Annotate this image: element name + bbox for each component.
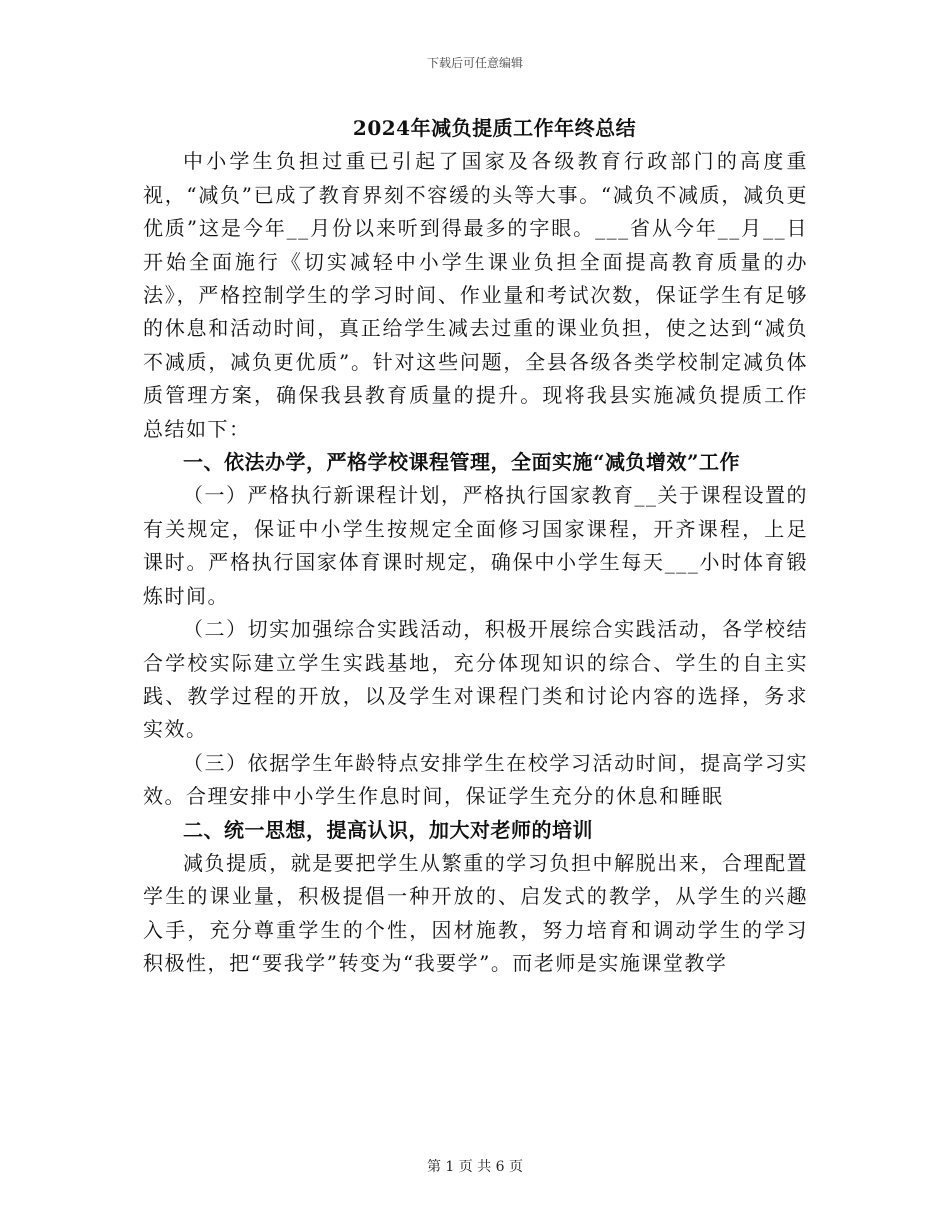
- page-footer: 第 1 页 共 6 页: [426, 1159, 524, 1175]
- section-1-paragraph-1: （一）严格执行新课程计划，严格执行国家教育__关于课程设置的有关规定，保证中小学生按规定全面修习国家课程，开齐课程，上足课时。严格执行国家体育课时规定，确保中小学生每天___小时体育锻炼时间。: [143, 483, 808, 608]
- section-1-paragraph-2: （二）切实加强综合实践活动，积极开展综合实践活动，各学校结合学校实际建立学生实践基地，充分体现知识的综合、学生的自主实践、教学过程的开放，以及学生对课程门类和讨论内容的选择，务求实效。: [143, 617, 808, 742]
- document-body: [143, 112, 808, 981]
- header-note: 下载后可任意编辑: [426, 56, 523, 70]
- section-2-paragraph-1: 减负提质，就是要把学生从繁重的学习负担中解脱出来，合理配置学生的课业量，积极提倡一种开放的、启发式的教学，从学生的兴趣入手，充分尊重学生的个性，因材施教，努力培育和调动学生的学习积极性，把“要我学”转变为“我要学”。而老师是实施课堂教学: [143, 850, 808, 976]
- section-heading-2: 二、统一思想，提高认识，加大对老师的培训: [183, 817, 593, 842]
- intro-paragraph: 中小学生负担过重已引起了国家及各级教育行政部门的高度重视，“减负”已成了教育界刻不容缓的头等大事。“减负不减质，减负更优质”这是今年__月份以来听到得最多的字眼。___省从今年__月__日开始全面施行《切实减轻中小学生课业负担全面提高教育质量的办法》，严格控制学生的学习时间、作业量和考试次数，保证学生有足够的休息和活动时间，真正给学生减去过重的课业负担，使之达到“减负不减质，减负更优质”。针对这些问题，全县各级各类学校制定减负体质管理方案，确保我县教育质量的提升。现将我县实施减负提质工作总结如下：: [143, 149, 808, 441]
- section-heading-1: 一、依法办学，严格学校课程管理，全面实施“减负增效”工作: [183, 450, 741, 475]
- section-1-paragraph-3: （三）依据学生年龄特点安排学生在校学习活动时间，提高学习实效。合理安排中小学生作息时间，保证学生充分的休息和睡眠: [143, 750, 808, 809]
- document-title: 2024年减负提质工作年终总结: [352, 116, 637, 140]
